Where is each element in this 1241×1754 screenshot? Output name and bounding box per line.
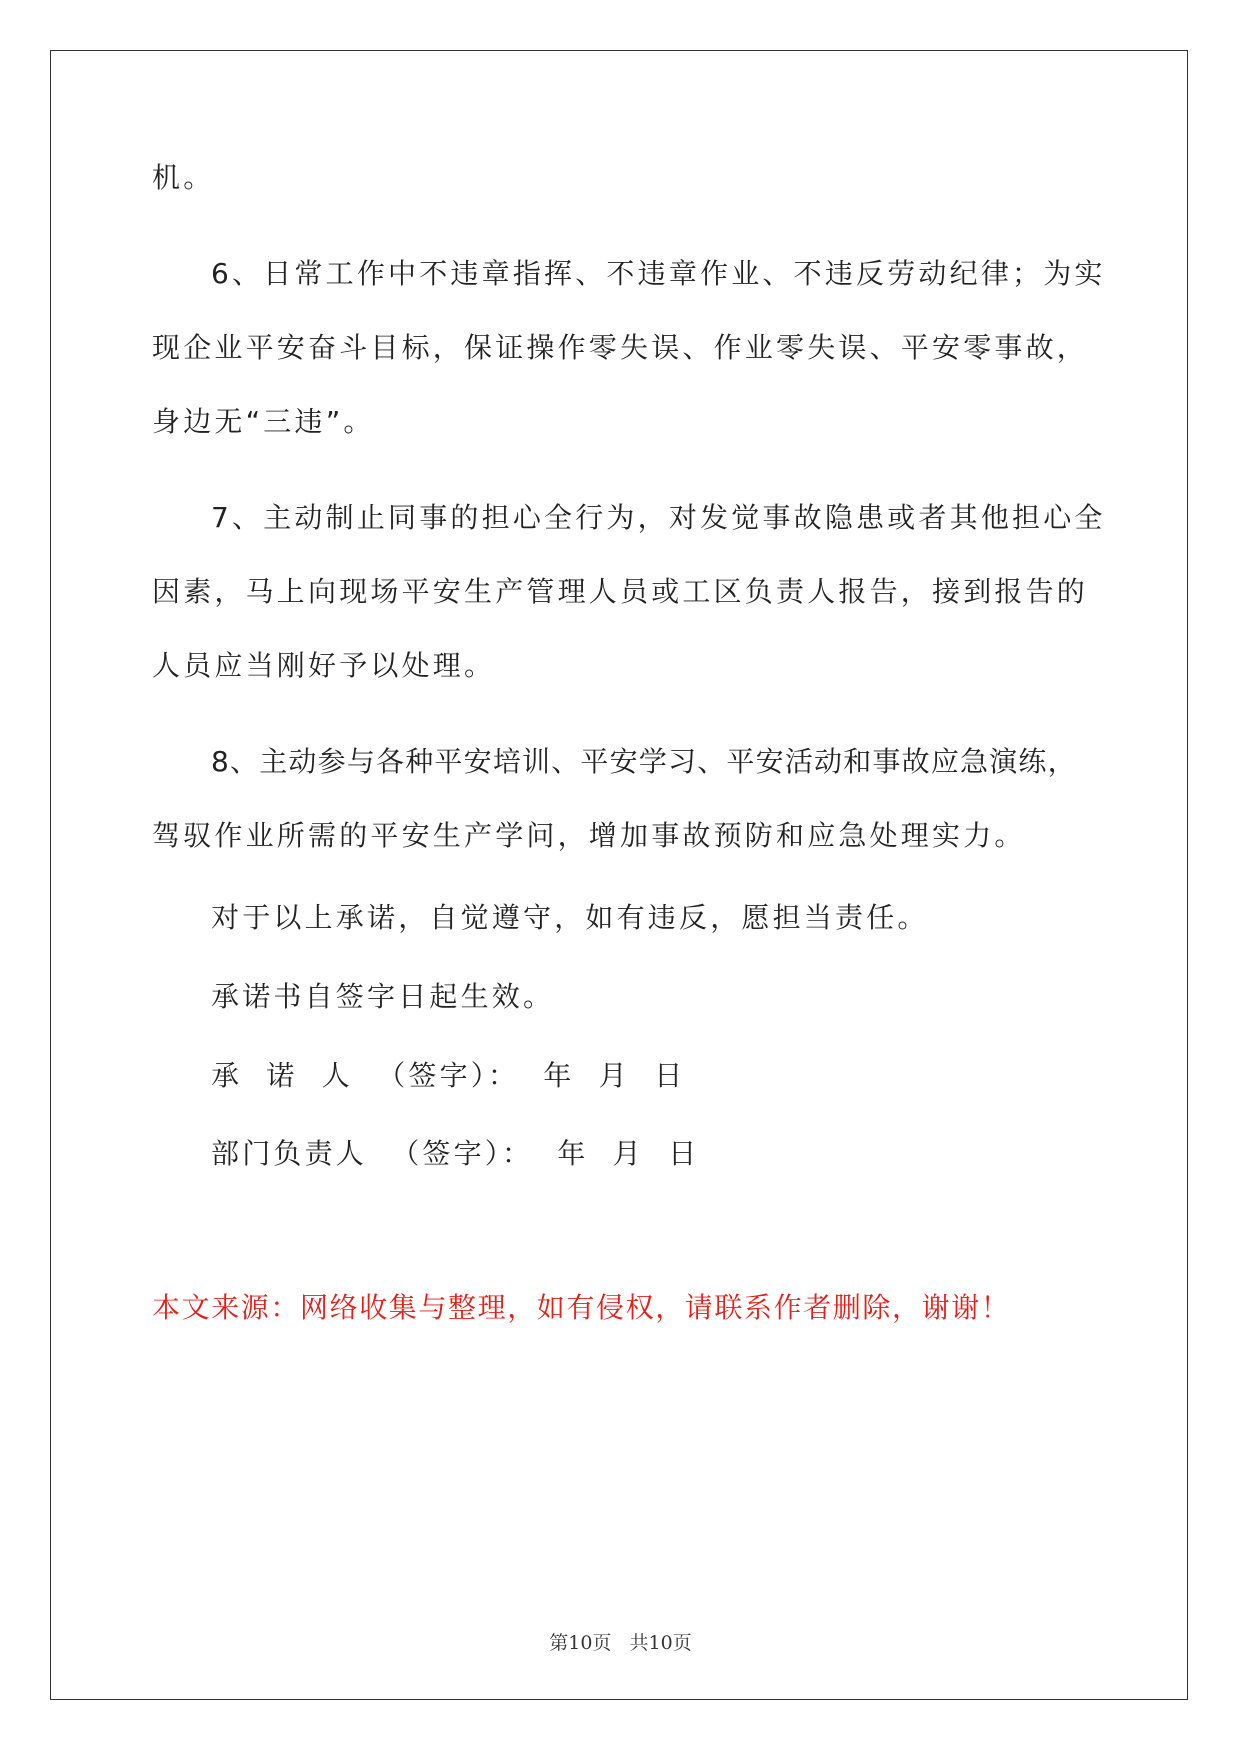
paragraph-line: 机。: [152, 161, 215, 194]
paragraph-line: 人员应当刚好予以处理。: [152, 649, 496, 682]
source-note: 本文来源：网络收集与整理，如有侵权，请联系作者删除，谢谢！: [152, 1291, 1011, 1324]
signature-line-department-head: 部门负责人 （签字）： 年 月 日: [211, 1137, 700, 1170]
paragraph-line: 驾驭作业所需的平安生产学问，增加事故预防和应急处理实力。: [152, 819, 1026, 852]
paragraph-line: 6、日常工作中不违章指挥、不违章作业、不违反劳动纪律；为实: [211, 257, 1106, 290]
page-number: 第10页 共10页: [549, 1632, 692, 1654]
paragraph-line: 对于以上承诺，自觉遵守，如有违反，愿担当责任。: [211, 901, 929, 934]
paragraph-line: 身边无“三违”。: [152, 405, 375, 438]
page-border: [50, 50, 1188, 1700]
paragraph-line: 承诺书自签字日起生效。: [211, 980, 555, 1013]
signature-line-promisor: 承 诺 人 （签字）： 年 月 日: [211, 1059, 686, 1092]
paragraph-line: 8、主动参与各种平安培训、平安学习、平安活动和事故应急演练，: [211, 745, 1077, 778]
paragraph-line: 7、主动制止同事的担心全行为，对发觉事故隐患或者其他担心全: [211, 501, 1106, 534]
paragraph-line: 现企业平安奋斗目标，保证操作零失误、作业零失误、平安零事故，: [152, 331, 1089, 364]
paragraph-line: 因素，马上向现场平安生产管理人员或工区负责人报告，接到报告的: [152, 575, 1089, 608]
